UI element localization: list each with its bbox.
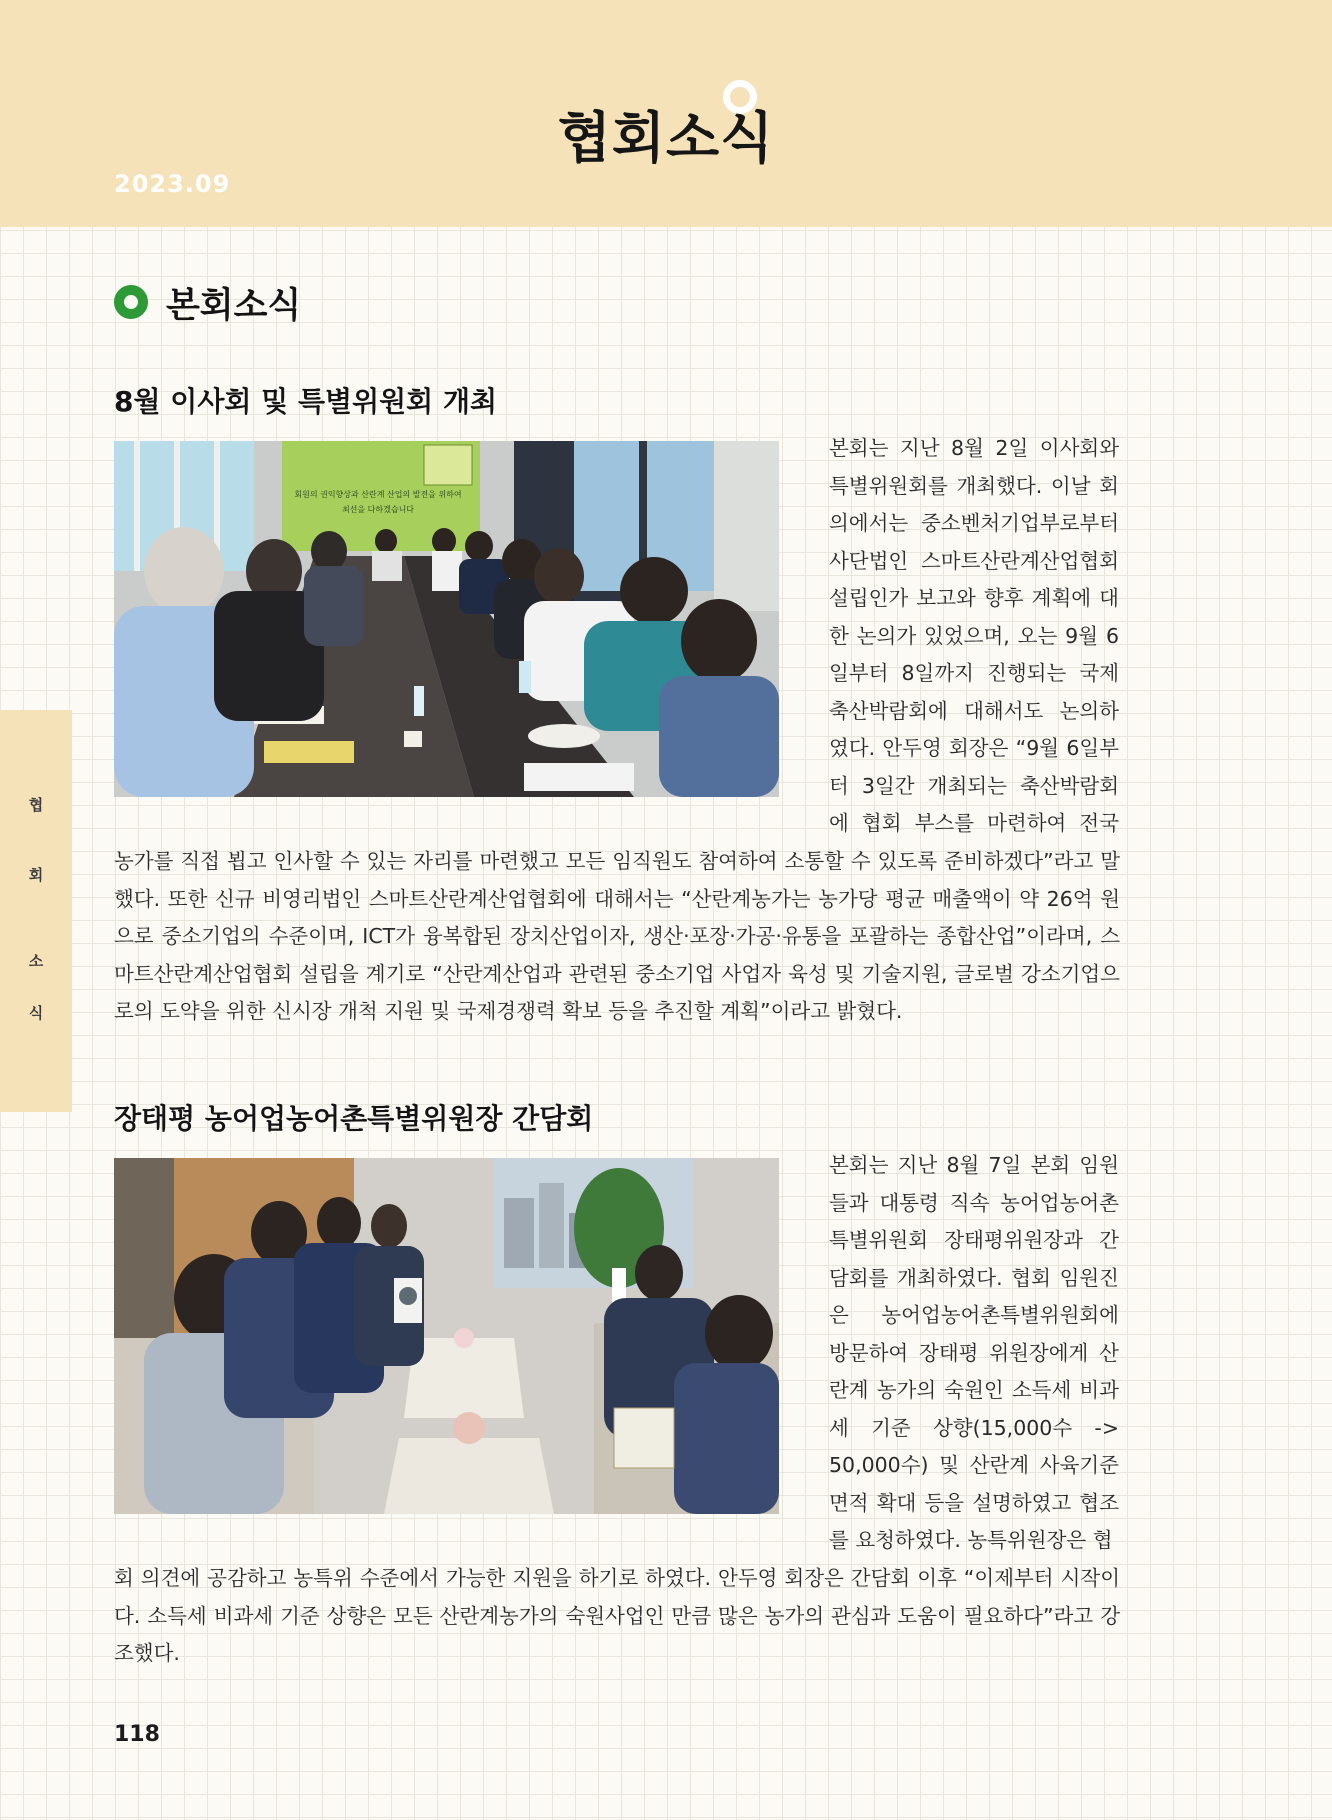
header-band bbox=[0, 0, 1332, 227]
article-title: 장태평 농어업농어촌특별위원장 간담회 bbox=[114, 1102, 594, 1135]
side-tab-char: 회 bbox=[28, 866, 44, 884]
board-meeting-photo bbox=[114, 441, 779, 797]
article-body-column: 본회는 지난 8월 2일 이사회와 특별위원회를 개최했다. 이날 회의에서는 중소벤처기업부로부터 사단법인 스마트산란계산업협회 설립인가 보고와 향후 계획에 대한 논의가 있었으며, 오는 9월 6일부터 8일까지 진행되는 국제축산박람회에 대해서도 논의하였다. 안두영 회장은 “9월 6일부터 3일간 개최되는 축산박람회에 협회 부스를 마련하여 전국 bbox=[829, 436, 1119, 835]
banner-text-line1: 회원의 권익향상과 산란계 산업의 발전을 위하여 bbox=[294, 490, 462, 499]
meeting-room-photo-art bbox=[114, 1158, 779, 1514]
article-body-full: 회 의견에 공감하고 농특위 수준에서 가능한 지원을 하기로 하였다. 안두영 회장은 간담회 이후 “이제부터 시작이다. 소득세 비과세 기준 상향은 모든 산란계농가의 숙원사업인 만큼 많은 농가의 관심과 도움이 필요하다”라고 강조했다. bbox=[114, 1566, 1120, 1665]
meeting-room-photo bbox=[114, 1158, 779, 1514]
article-body-column: 본회는 지난 8월 7일 본회 임원들과 대통령 직속 농어업농어촌특별위원회 장태평위원장과 간담회를 개최하였다. 협회 임원진은 농어업농어촌특별위원회에 방문하여 장태평 위원장에게 산란계 농가의 숙원인 소득세 비과세 기준 상향(15,000수 -> 50,000수) 및 산란계 사육기준 면적 확대 등을 설명하였고 협조를 요청하였다. 농특위원장은 협 bbox=[829, 1153, 1119, 1552]
side-tab-char: 협 bbox=[28, 796, 44, 814]
banner-text-line2: 최선을 다하겠습니다 bbox=[341, 505, 415, 514]
side-tab-char: 식 bbox=[28, 1004, 44, 1022]
issue-date: 2023.09 bbox=[114, 170, 231, 198]
section-bullet-icon bbox=[114, 285, 148, 319]
side-tab bbox=[0, 710, 72, 1112]
circle-ornament-icon bbox=[723, 80, 757, 114]
page-title: 협회소식 bbox=[557, 106, 775, 170]
side-tab-char: 소 bbox=[28, 952, 44, 970]
board-meeting-photo-art bbox=[114, 441, 779, 797]
article-title: 8월 이사회 및 특별위원회 개최 bbox=[114, 385, 498, 418]
article-body-full: 농가를 직접 뵙고 인사할 수 있는 자리를 마련했고 모든 임직원도 참여하여 소통할 수 있도록 준비하겠다”라고 말했다. 또한 신규 비영리법인 스마트산란계산업협회에 대해서는 “산란계농가는 농가당 평균 매출액이 약 26억 원으로 중소기업의 수준이며, ICT가 융복합된 장치산업이자, 생산·포장·가공·유통을 포괄하는 종합산업”이라며, 스마트산란계산업협회 설립을 계기로 “산란계산업과 관련된 중소기업 사업자 육성 및 기술지원, 글로벌 강소기업으로의 도약을 위한 신시장 개척 지원 및 국제경쟁력 확보 등을 추진할 계획”이라고 밝혔다. bbox=[114, 849, 1120, 1023]
page-number: 118 bbox=[114, 1722, 160, 1747]
section-title: 본회소식 bbox=[166, 286, 302, 326]
